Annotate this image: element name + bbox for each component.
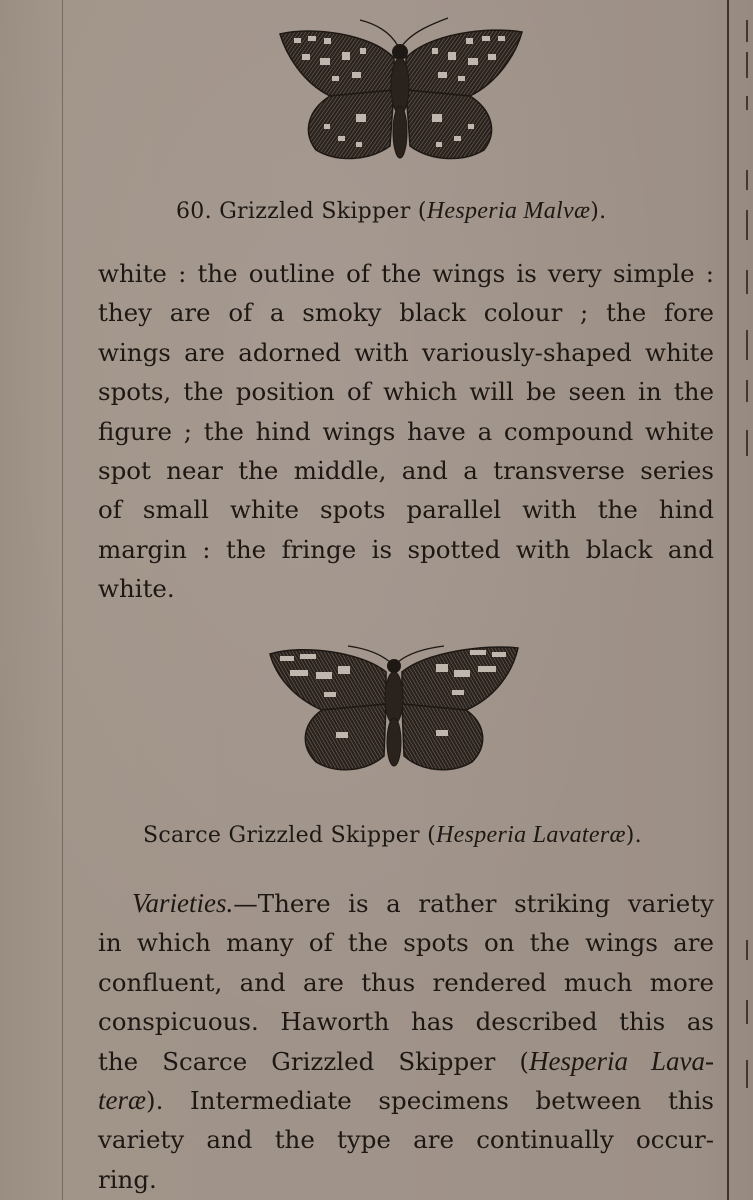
description-paragraph: [98, 254, 714, 609]
text-line: in which many of the spots on the wings are: [98, 928, 714, 958]
text-line: spots, the position of which will be seen in the: [98, 377, 714, 407]
figure-caption-scarce-grizzled-skipper: [143, 822, 642, 849]
text-line: of small white spots parallel with the hind: [98, 495, 714, 525]
varieties-paragraph: [98, 884, 714, 1199]
caption-close: ).: [625, 823, 642, 848]
text-line: ring.: [98, 1164, 157, 1194]
caption-close: ).: [590, 199, 607, 224]
text-line: [98, 1081, 714, 1120]
text-line: [98, 884, 714, 923]
line-text: ). Intermediate specimens between this: [146, 1085, 714, 1115]
text-line: margin : the fringe is spotted with black and: [98, 534, 714, 564]
text-line: spot near the middle, and a transverse series: [98, 455, 714, 485]
caption-latin-name: Hesperia Lavateræ: [436, 822, 626, 848]
text-line: wings are adorned with variously-shaped white: [98, 337, 714, 367]
latin-name: Hesperia Lava-: [529, 1045, 715, 1076]
page-margin-line: [62, 0, 63, 1200]
line-text: —There is a rather striking variety: [233, 889, 714, 918]
text-line: confluent, and are thus rendered much more: [98, 967, 714, 997]
text-line: white.: [98, 574, 175, 604]
figure-number: 60.: [176, 199, 212, 224]
section-heading-varieties: Varieties.: [132, 888, 234, 918]
caption-common-name: Scarce Grizzled Skipper (: [143, 823, 437, 848]
text-line: figure ; the hind wings have a compound white: [98, 416, 714, 446]
adjacent-page-edge: [742, 0, 753, 1200]
text-line: variety and the type are continually occur-: [98, 1125, 714, 1155]
figure-caption-grizzled-skipper: [176, 198, 606, 225]
latin-name: teræ: [98, 1084, 147, 1115]
text-line: conspicuous. Haworth has described this as: [98, 1007, 714, 1037]
grizzled-skipper-illustration: [272, 12, 528, 168]
text-line: white : the outline of the wings is very simple :: [98, 259, 714, 288]
text-line: they are of a smoky black colour ; the fore: [98, 298, 714, 328]
text-line: [98, 1042, 714, 1081]
caption-common-name: Grizzled Skipper (: [219, 199, 427, 224]
line-text: the Scarce Grizzled Skipper (: [98, 1046, 529, 1076]
scarce-grizzled-skipper-illustration: [266, 636, 522, 776]
page-edge-line: [727, 0, 729, 1200]
caption-latin-name: Hesperia Malvæ: [426, 198, 591, 224]
